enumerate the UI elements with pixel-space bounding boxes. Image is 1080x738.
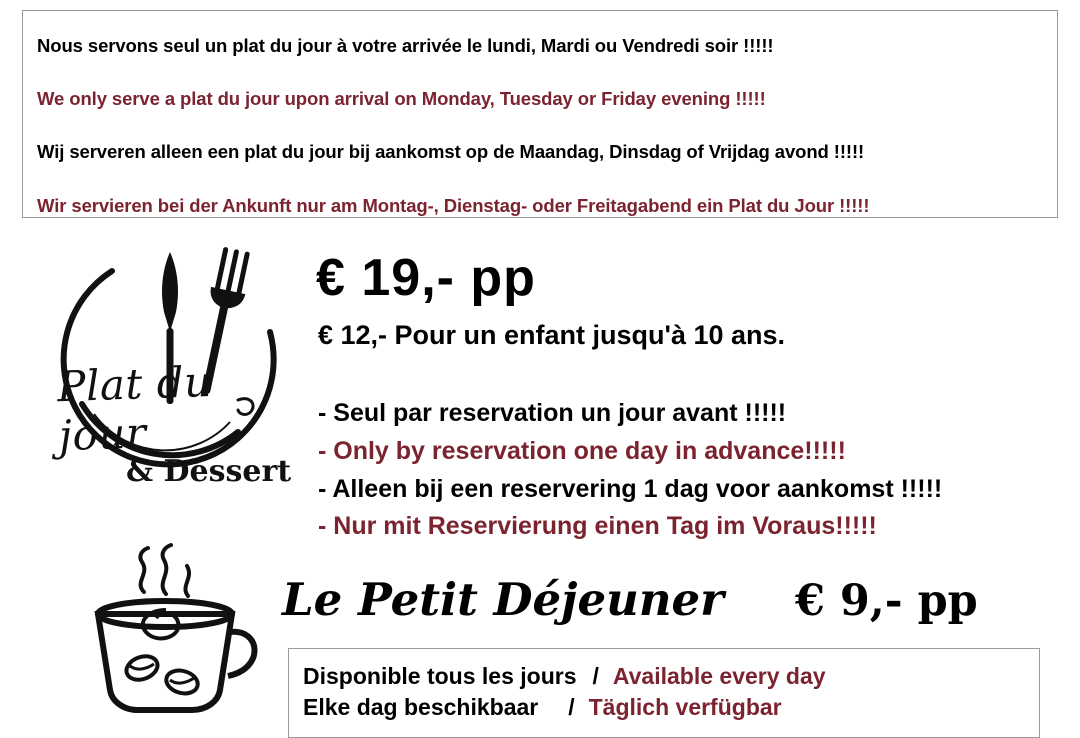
condition-french: - Seul par reservation un jour avant !!!!! bbox=[318, 399, 787, 427]
availability-german: Täglich verfügbar bbox=[588, 694, 782, 721]
availability-row bbox=[303, 661, 1039, 692]
service-notice-box bbox=[22, 10, 1058, 218]
availability-french: Disponible tous les jours bbox=[303, 663, 577, 689]
logo-dessert-text: & Dessert bbox=[126, 454, 292, 489]
availability-separator: / bbox=[568, 694, 575, 721]
plat-du-jour-price: € 19,- pp bbox=[316, 249, 536, 307]
availability-separator: / bbox=[592, 663, 599, 689]
condition-german: - Nur mit Reservierung einen Tag im Voraus!!!!! bbox=[318, 512, 877, 540]
availability-english: Available every day bbox=[612, 663, 826, 689]
condition-dutch: - Alleen bij een reservering 1 dag voor aankomst !!!!! bbox=[318, 475, 943, 503]
breakfast-title: Le Petit Déjeuner bbox=[282, 573, 724, 626]
notice-line-german: Wir servieren bei der Ankunft nur am Montag-, Dienstag- oder Freitagabend ein Plat du Jour !!!!! bbox=[37, 194, 870, 216]
plat-du-jour-child-price: € 12,- Pour un enfant jusqu'à 10 ans. bbox=[318, 320, 786, 350]
logo-script-text: Plat du jour bbox=[56, 356, 213, 461]
coffee-cup-icon bbox=[70, 540, 270, 720]
plat-du-jour-logo bbox=[42, 236, 302, 504]
breakfast-availability-box bbox=[288, 648, 1040, 738]
breakfast-price: € 9,- pp bbox=[795, 576, 978, 626]
availability-row bbox=[303, 692, 1039, 723]
notice-line-dutch: Wij serveren alleen een plat du jour bij aankomst op de Maandag, Dinsdag of Vrijdag avond !!!!! bbox=[37, 141, 865, 163]
availability-dutch: Elke dag beschikbaar bbox=[303, 694, 539, 721]
notice-line-french: Nous servons seul un plat du jour à votre arrivée le lundi, Mardi ou Vendredi soir !!!!! bbox=[37, 35, 774, 56]
condition-english: - Only by reservation one day in advance!!!!! bbox=[318, 437, 846, 465]
notice-line-english: We only serve a plat du jour upon arrival on Monday, Tuesday or Friday evening !!!!! bbox=[37, 88, 766, 110]
